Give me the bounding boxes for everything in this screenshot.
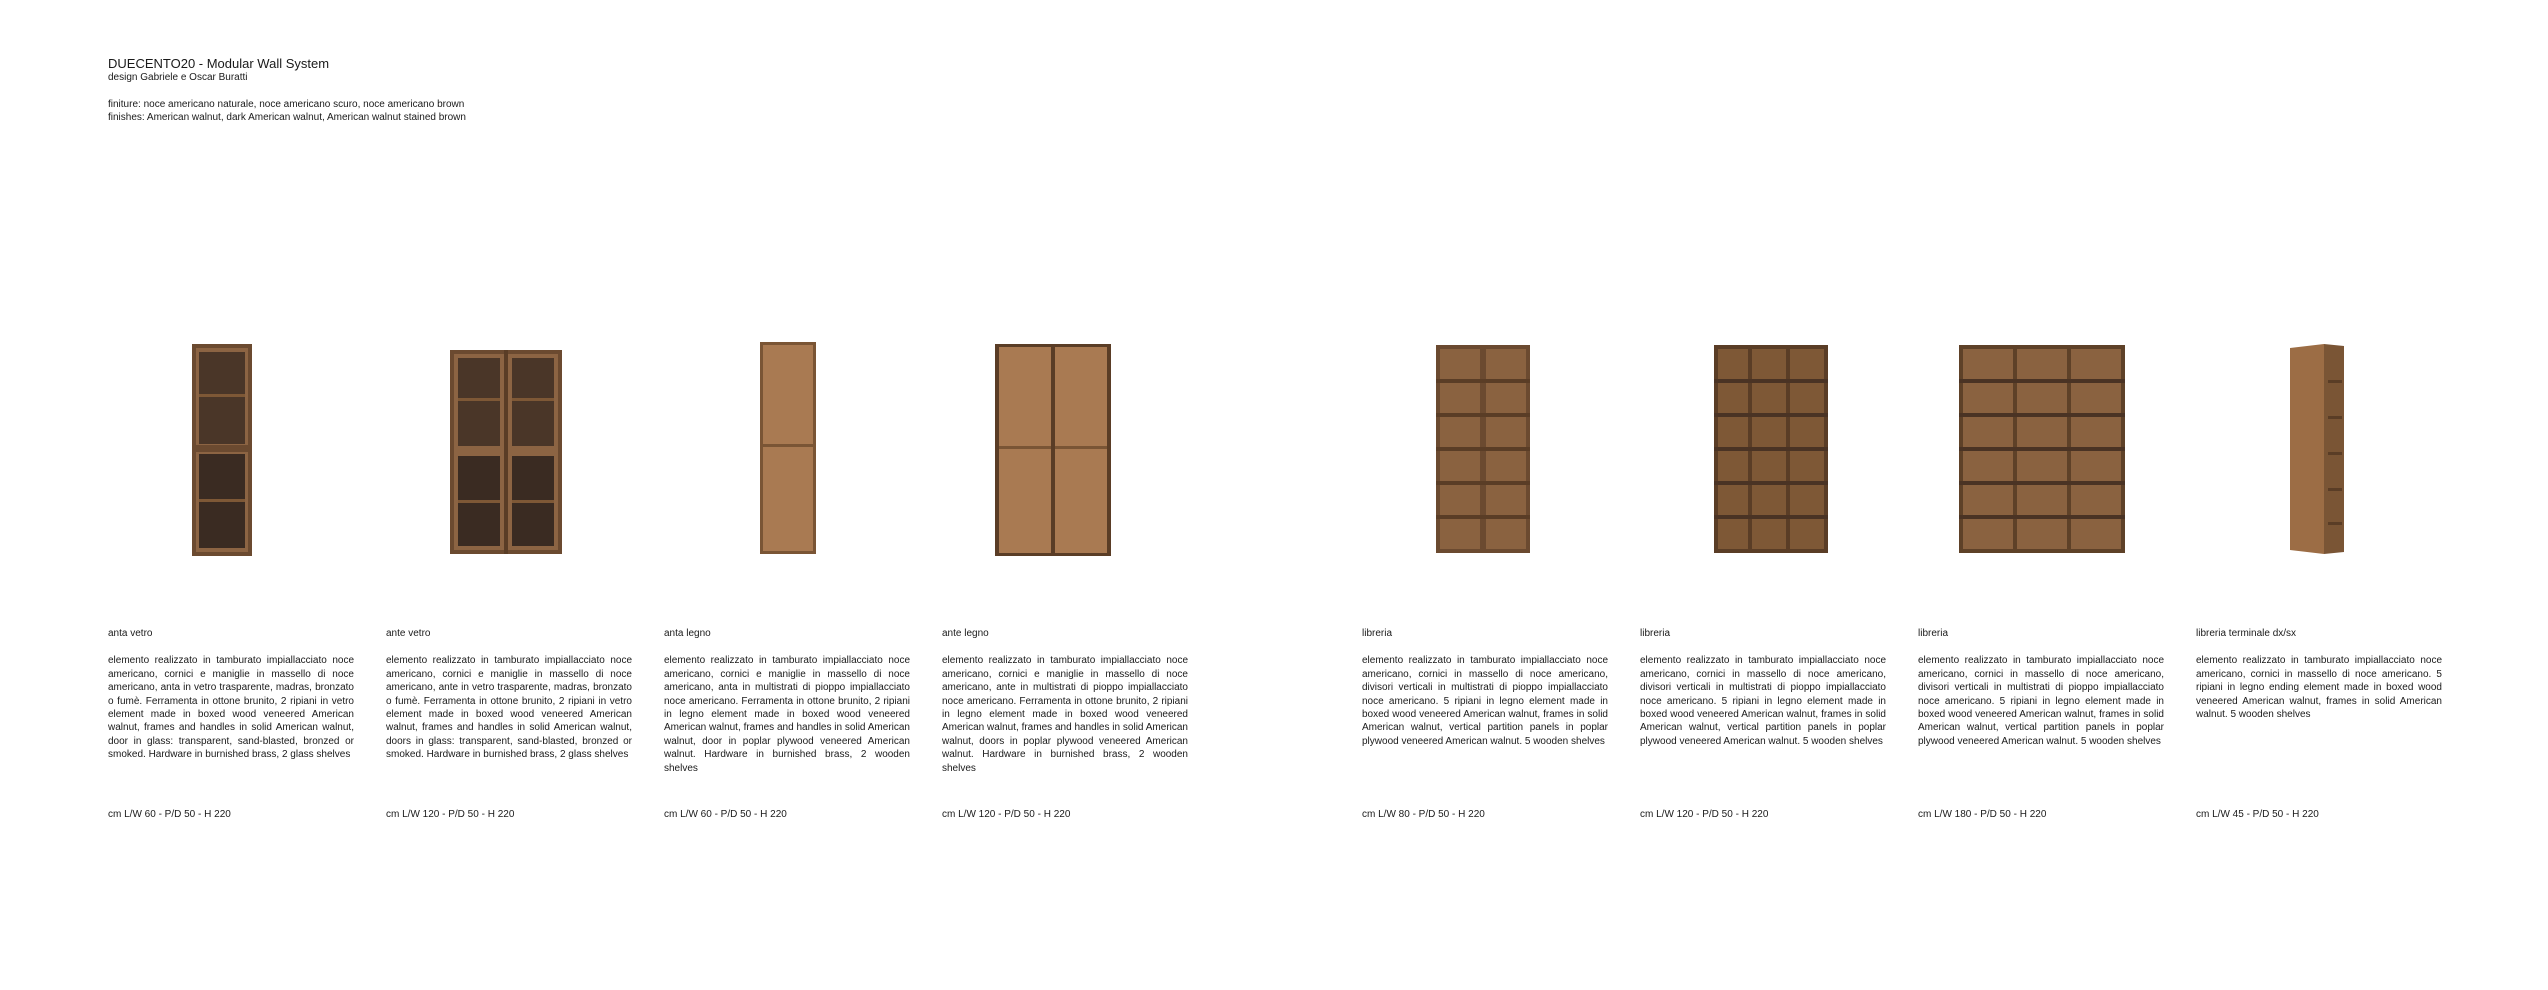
finishes-block [108, 98, 466, 124]
page-header [108, 56, 466, 124]
product-description: elemento realizzato in tamburato impiallacciato noce americano, cornici in massello di noce americano. 5 ripiani in legno ending element made in boxed wood veneered American walnut, frames in solid American walnut. 5 wooden shelves [2196, 655, 2442, 721]
product-description: elemento realizzato in tamburato impiallacciato noce americano, cornici e maniglie in massello di noce americano, anta in multistrati di pioppo impiallacciato noce americano. Ferramenta in ottone brunito, 2 ripiani in legno element made in boxed wood veneered American walnut, frames and handles in solid American walnut, door in poplar plywood veneered American walnut. Hardware in burnished brass, 2 wooden shelves [664, 655, 910, 774]
product-description: elemento realizzato in tamburato impiallacciato noce americano, cornici in massello di noce americano, divisori verticali in multistrati di pioppo impiallacciato noce americano. 5 ripiani in legno element made in boxed wood veneered American walnut, frames in solid American walnut, vertical partition panels in poplar plywood veneered American walnut. 5 wooden shelves [1362, 655, 1608, 747]
product-dimensions: cm L/W 80 - P/D 50 - H 220 [1362, 809, 1485, 820]
product-description: elemento realizzato in tamburato impiallacciato noce americano, cornici e maniglie in massello di noce americano, ante in vetro trasparente, madras, bronzato o fumè. Ferramenta in ottone brunito, 2 ripiani in vetro element made in boxed wood veneered American walnut, frames and handles in solid American walnut, doors in glass: transparent, sand-blasted, bronzed or smoked. Hardware in burnished brass, 2 glass shelves [386, 655, 632, 761]
product-name: libreria [1918, 628, 1949, 639]
product-description: elemento realizzato in tamburato impiallacciato noce americano, cornici in massello di noce americano, divisori verticali in multistrati di pioppo impiallacciato noce americano. 5 ripiani in legno element made in boxed wood veneered American walnut, frames in solid American walnut, vertical partition panels in poplar plywood veneered American walnut. 5 wooden shelves [1640, 655, 1886, 747]
product-name: libreria [1362, 628, 1393, 639]
product-description: elemento realizzato in tamburato impiallacciato noce americano, cornici e maniglie in massello di noce americano, anta in vetro trasparente, madras, bronzato o fumè. Ferramenta in ottone brunito, 2 ripiani in vetro element made in boxed wood veneered American walnut, frames and handles in solid American walnut, door in glass: transparent, sand-blasted, bronzed or smoked. Hardware in burnished brass, 2 glass shelves [108, 655, 354, 761]
product-card-anta-vetro [108, 627, 354, 820]
product-name: libreria [1640, 628, 1671, 639]
product-dimensions: cm L/W 180 - P/D 50 - H 220 [1918, 809, 2047, 820]
product-name: anta legno [664, 628, 711, 639]
product-dimensions: cm L/W 120 - P/D 50 - H 220 [942, 809, 1071, 820]
product-dimensions: cm L/W 45 - P/D 50 - H 220 [2196, 809, 2319, 820]
product-image-libreria-120 [1714, 345, 1828, 553]
page-title: DUECENTO20 - Modular Wall System [108, 56, 330, 71]
product-card-libreria-180 [1918, 627, 2164, 820]
designer-credit: design Gabriele e Oscar Buratti [108, 72, 248, 83]
product-name: ante legno [942, 628, 989, 639]
product-name: ante vetro [386, 628, 431, 639]
finishes-english: finishes: American walnut, dark American walnut, American walnut stained brown [108, 112, 466, 123]
product-description: elemento realizzato in tamburato impiallacciato noce americano, cornici e maniglie in massello di noce americano, ante in multistrati di pioppo impiallacciato noce americano. Ferramenta in ottone brunito, 2 ripiani in legno element made in boxed wood veneered American walnut, frames and handles in solid American walnut, doors in poplar plywood veneered American walnut. Hardware in burnished brass, 2 wooden shelves [942, 655, 1188, 774]
product-card-libreria-80 [1362, 627, 1608, 820]
product-card-anta-legno [664, 627, 910, 820]
product-dimensions: cm L/W 120 - P/D 50 - H 220 [386, 809, 515, 820]
product-image-libreria-80 [1436, 345, 1530, 553]
product-image-ante-legno [995, 344, 1111, 556]
product-dimensions: cm L/W 60 - P/D 50 - H 220 [108, 809, 231, 820]
product-image-libreria-180 [1959, 345, 2125, 553]
product-card-ante-legno [942, 627, 1188, 820]
product-image-libreria-terminale [2290, 344, 2344, 554]
product-card-libreria-terminale [2196, 627, 2442, 820]
product-name: libreria terminale dx/sx [2196, 628, 2297, 639]
product-dimensions: cm L/W 120 - P/D 50 - H 220 [1640, 809, 1769, 820]
product-card-libreria-120 [1640, 627, 1886, 820]
product-image-anta-legno [760, 342, 816, 554]
product-description: elemento realizzato in tamburato impiallacciato noce americano, cornici in massello di noce americano, divisori verticali in multistrati di pioppo impiallacciato noce americano. 5 ripiani in legno element made in boxed wood veneered American walnut, frames in solid American walnut, vertical partition panels in poplar plywood veneered American walnut. 5 wooden shelves [1918, 655, 2164, 747]
finishes-italian: finiture: noce americano naturale, noce americano scuro, noce americano brown [108, 99, 465, 110]
product-name: anta vetro [108, 628, 153, 639]
product-image-anta-vetro [192, 344, 252, 556]
product-image-ante-vetro [450, 350, 562, 554]
product-card-ante-vetro [386, 627, 632, 820]
product-dimensions: cm L/W 60 - P/D 50 - H 220 [664, 809, 787, 820]
